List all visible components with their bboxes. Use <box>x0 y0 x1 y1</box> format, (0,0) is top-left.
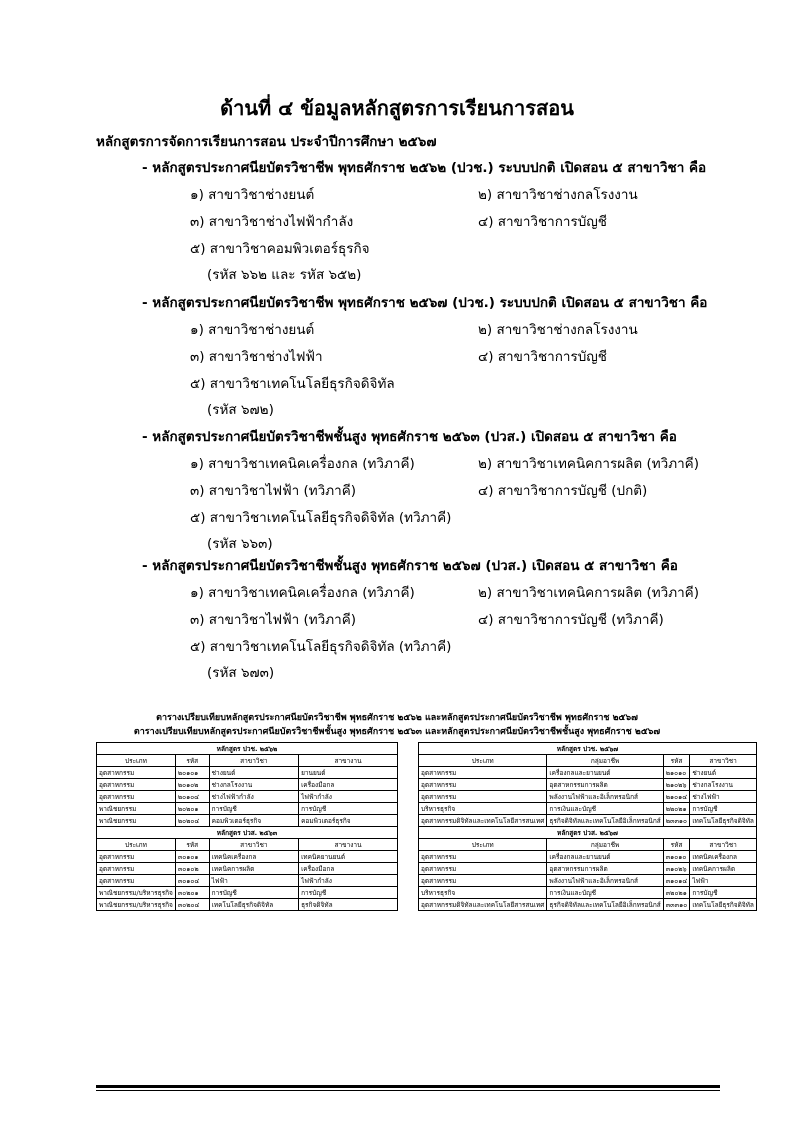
table-header-cell: ประเภท <box>97 839 176 851</box>
list-item: ๔) สาขาวิชาการบัญชี <box>478 349 607 365</box>
table-header-cell: สาขางาน <box>299 839 398 851</box>
table-group-row <box>97 827 398 839</box>
table-cell: ๒๒๐๒๑ <box>663 803 690 815</box>
table-cell: เทคนิคการผลิต <box>690 863 757 875</box>
list-item: ๕) สาขาวิชาเทคโนโลยีธุรกิจดิจิทัล <box>190 376 395 392</box>
table-row <box>419 803 757 815</box>
table-header-cell: สาขาวิชา <box>209 755 298 767</box>
table-cell: ๒๐๑๐๒ <box>175 779 209 791</box>
table-cell: ๒๑๐๑๔ <box>663 791 690 803</box>
table-header-cell: สาขาวิชา <box>209 839 298 851</box>
table-cell: ช่างกลโรงงาน <box>209 779 298 791</box>
table-row <box>419 851 757 863</box>
table-cell: อุตสาหกรรม <box>97 875 176 887</box>
table-row <box>97 779 398 791</box>
table-cell: เครื่องมือกล <box>299 779 398 791</box>
table-cell: เครื่องมือกล <box>299 863 398 875</box>
table-row <box>97 863 398 875</box>
table-cell: อุตสาหกรรม <box>97 851 176 863</box>
table-header-row <box>419 755 757 767</box>
table-row <box>97 767 398 779</box>
curriculum-heading: หลักสูตรการจัดการเรียนการสอน ประจำปีการศึกษา ๒๕๖๗ <box>96 134 437 150</box>
table-cell: ๒๑๐๒๖ <box>663 779 690 791</box>
table-cell: อุตสาหกรรม <box>419 875 547 887</box>
table-cell: บริหารธุรกิจ <box>419 887 547 899</box>
list-item: ๓) สาขาวิชาไฟฟ้า (ทวิภาคี) <box>190 612 357 628</box>
table-cell: ๓๒๐๒๑ <box>663 887 690 899</box>
table-cell: ไฟฟ้ากำลัง <box>299 875 398 887</box>
table-header-cell: รหัส <box>663 839 690 851</box>
table-cell: พลังงานไฟฟ้าและอิเล็กทรอนิกส์ <box>547 875 663 887</box>
table-header-cell: สาขาวิชา <box>690 839 757 851</box>
table-cell: ธุรกิจดิจิทัลและเทคโนโลยีอิเล็กทรอนิกส์ <box>547 899 663 911</box>
list-item: ๒) สาขาวิชาช่างกลโรงงาน <box>478 322 638 338</box>
table-cell: เทคนิคการผลิต <box>209 863 298 875</box>
new-curriculum-table <box>418 742 757 911</box>
list-item: ๔) สาขาวิชาการบัญชี (ปกติ) <box>478 483 648 499</box>
program-code: (รหัส ๖๖๒ และ รหัส ๖๕๒) <box>207 267 362 283</box>
list-item: ๒) สาขาวิชาเทคนิคการผลิต (ทวิภาคี) <box>478 456 699 472</box>
table-row <box>419 887 757 899</box>
table-header-cell: รหัส <box>175 839 209 851</box>
comparison-caption: ตารางเปรียบเทียบหลักสูตรประกาศนียบัตรวิชาชีพชั้นสูง พุทธศักราช ๒๕๖๓ และหลักสูตรประกาศนียบัตรวิชาชีพชั้นสูง พุทธศักราช ๒๕๖๗ <box>133 727 661 737</box>
list-item: ๓) สาขาวิชาช่างไฟฟ้ากำลัง <box>190 214 354 230</box>
page-title: ด้านที่ ๔ ข้อมูลหลักสูตรการเรียนการสอน <box>220 96 574 120</box>
table-cell: การเงินและบัญชี <box>547 887 663 899</box>
table-cell: ไฟฟ้า <box>209 875 298 887</box>
table-cell: เทคนิคยานยนต์ <box>299 851 398 863</box>
table-cell: การบัญชี <box>209 887 298 899</box>
table-cell: อุตสาหกรรม <box>419 767 547 779</box>
table-cell: อุตสาหกรรมการผลิต <box>547 863 663 875</box>
list-item: ๑) สาขาวิชาเทคนิคเครื่องกล (ทวิภาคี) <box>190 456 415 472</box>
table-cell: เทคนิคเครื่องกล <box>209 851 298 863</box>
table-cell: คอมพิวเตอร์ธุรกิจ <box>299 815 398 827</box>
table-row <box>419 899 757 911</box>
table-cell: อุตสาหกรรม <box>419 791 547 803</box>
comparison-caption: ตารางเปรียบเทียบหลักสูตรประกาศนียบัตรวิชาชีพ พุทธศักราช ๒๕๖๒ และหลักสูตรประกาศนียบัตรวิชาชีพ พุทธศักราช ๒๕๖๗ <box>156 713 638 723</box>
table-cell: ไฟฟ้า <box>690 875 757 887</box>
table-cell: บริหารธุรกิจ <box>419 803 547 815</box>
table-header-cell: กลุ่มอาชีพ <box>547 839 663 851</box>
table-cell: ๓๐๑๐๒ <box>175 863 209 875</box>
table-cell: อุตสาหกรรม <box>97 863 176 875</box>
table-group-row <box>419 827 757 839</box>
table-cell: เทคโนโลยีธุรกิจดิจิทัล <box>690 815 757 827</box>
table-cell: การบัญชี <box>690 803 757 815</box>
table-cell: ๒๐๒๐๑ <box>175 803 209 815</box>
table-cell: ธุรกิจดิจิทัลและเทคโนโลยีอิเล็กทรอนิกส์ <box>547 815 663 827</box>
list-item: ๕) สาขาวิชาเทคโนโลยีธุรกิจดิจิทัล (ทวิภาคี) <box>190 639 452 655</box>
table-cell: ๓๐๑๐๔ <box>175 875 209 887</box>
list-item: ๑) สาขาวิชาเทคนิคเครื่องกล (ทวิภาคี) <box>190 585 415 601</box>
table-cell: การบัญชี <box>209 803 298 815</box>
table-cell: อุตสาหกรรมการผลิต <box>547 779 663 791</box>
table-row <box>97 851 398 863</box>
table-cell: ๓๑๐๒๖ <box>663 863 690 875</box>
table-cell: พาณิชยกรรม <box>97 803 176 815</box>
table-row <box>419 815 757 827</box>
table-cell: ๓๓๓๑๐ <box>663 899 690 911</box>
table-group-title: หลักสูตร ปวส. ๒๕๖๗ <box>419 827 757 839</box>
table-cell: ๒๑๐๑๐ <box>663 767 690 779</box>
list-item: ๕) สาขาวิชาเทคโนโลยีธุรกิจดิจิทัล (ทวิภาคี) <box>190 510 452 526</box>
table-group-row <box>419 743 757 755</box>
table-row <box>97 803 398 815</box>
table-header-cell: กลุ่มอาชีพ <box>547 755 663 767</box>
table-cell: ธุรกิจดิจิทัล <box>299 899 398 911</box>
table-row <box>419 791 757 803</box>
table-cell: ไฟฟ้ากำลัง <box>299 791 398 803</box>
table-cell: ๓๐๒๐๑ <box>175 887 209 899</box>
table-header-cell: รหัส <box>663 755 690 767</box>
table-cell: อุตสาหกรรม <box>419 851 547 863</box>
old-curriculum-table <box>96 742 398 911</box>
table-cell: อุตสาหกรรม <box>97 767 176 779</box>
table-header-cell: รหัส <box>175 755 209 767</box>
table-cell: อุตสาหกรรม <box>97 791 176 803</box>
section-title: - หลักสูตรประกาศนียบัตรวิชาชีพ พุทธศักราช ๒๕๖๒ (ปวช.) ระบบปกติ เปิดสอน ๕ สาขาวิชา คือ <box>142 160 707 176</box>
table-cell: เทคโนโลยีธุรกิจดิจิทัล <box>209 899 298 911</box>
table-cell: ๓๑๐๑๔ <box>663 875 690 887</box>
table-group-title: หลักสูตร ปวช. ๒๕๖๗ <box>419 743 757 755</box>
table-cell: พาณิชยกรรม <box>97 815 176 827</box>
table-header-cell: ประเภท <box>419 839 547 851</box>
table-cell: ๓๑๐๑๐ <box>663 851 690 863</box>
table-row <box>419 767 757 779</box>
table-cell: ๓๐๒๐๔ <box>175 899 209 911</box>
section-title: - หลักสูตรประกาศนียบัตรวิชาชีพชั้นสูง พุทธศักราช ๒๕๖๓ (ปวส.) เปิดสอน ๕ สาขาวิชา คือ <box>142 429 677 445</box>
section-title: - หลักสูตรประกาศนียบัตรวิชาชีพชั้นสูง พุทธศักราช ๒๕๖๗ (ปวส.) เปิดสอน ๕ สาขาวิชา คือ <box>142 558 678 574</box>
table-group-row <box>97 743 398 755</box>
table-cell: ช่างกลโรงงาน <box>690 779 757 791</box>
table-cell: อุตสาหกรรมดิจิทัลและเทคโนโลยีสารสนเทศ <box>419 899 547 911</box>
list-item: ๑) สาขาวิชาช่างยนต์ <box>190 187 315 203</box>
table-cell: อุตสาหกรรมดิจิทัลและเทคโนโลยีสารสนเทศ <box>419 815 547 827</box>
table-cell: อุตสาหกรรม <box>97 779 176 791</box>
table-cell: พาณิชยกรรม/บริหารธุรกิจ <box>97 887 176 899</box>
table-header-row <box>419 839 757 851</box>
table-cell: ช่างยนต์ <box>209 767 298 779</box>
list-item: ๔) สาขาวิชาการบัญชี (ทวิภาคี) <box>478 612 664 628</box>
table-cell: เทคนิคเครื่องกล <box>690 851 757 863</box>
table-cell: คอมพิวเตอร์ธุรกิจ <box>209 815 298 827</box>
table-cell: การบัญชี <box>299 887 398 899</box>
table-row <box>97 887 398 899</box>
list-item: ๒) สาขาวิชาเทคนิคการผลิต (ทวิภาคี) <box>478 585 699 601</box>
table-header-row <box>97 839 398 851</box>
table-row <box>419 779 757 791</box>
footer-rule <box>96 1085 720 1091</box>
table-group-title: หลักสูตร ปวส. ๒๕๖๓ <box>97 827 398 839</box>
table-cell: เครื่องกลและยานยนต์ <box>547 851 663 863</box>
table-row <box>419 863 757 875</box>
table-cell: อุตสาหกรรม <box>419 863 547 875</box>
table-header-row <box>97 755 398 767</box>
table-header-cell: ประเภท <box>419 755 547 767</box>
table-cell: ช่างไฟฟ้า <box>690 791 757 803</box>
program-code: (รหัส ๖๖๓) <box>207 536 273 552</box>
list-item: ๔) สาขาวิชาการบัญชี <box>478 214 607 230</box>
table-cell: ยานยนต์ <box>299 767 398 779</box>
table-row <box>419 875 757 887</box>
table-cell: การบัญชี <box>690 887 757 899</box>
table-cell: ๒๐๒๐๔ <box>175 815 209 827</box>
table-cell: ๒๐๑๐๔ <box>175 791 209 803</box>
table-row <box>97 815 398 827</box>
program-code: (รหัส ๖๗๓) <box>207 665 275 681</box>
table-cell: ๓๐๑๐๑ <box>175 851 209 863</box>
table-row <box>97 899 398 911</box>
table-cell: การเงินและบัญชี <box>547 803 663 815</box>
table-cell: การบัญชี <box>299 803 398 815</box>
list-item: ๒) สาขาวิชาช่างกลโรงงาน <box>478 187 638 203</box>
table-cell: พาณิชยกรรม/บริหารธุรกิจ <box>97 899 176 911</box>
table-cell: พลังงานไฟฟ้าและอิเล็กทรอนิกส์ <box>547 791 663 803</box>
table-header-cell: ประเภท <box>97 755 176 767</box>
table-cell: เครื่องกลและยานยนต์ <box>547 767 663 779</box>
table-cell: ๒๓๓๑๐ <box>663 815 690 827</box>
list-item: ๕) สาขาวิชาคอมพิวเตอร์ธุรกิจ <box>190 241 370 257</box>
program-code: (รหัส ๖๗๒) <box>207 402 274 418</box>
table-group-title: หลักสูตร ปวช. ๒๕๖๒ <box>97 743 398 755</box>
table-header-cell: สาขางาน <box>299 755 398 767</box>
table-cell: ๒๐๑๐๑ <box>175 767 209 779</box>
table-row <box>97 791 398 803</box>
table-cell: ช่างยนต์ <box>690 767 757 779</box>
list-item: ๑) สาขาวิชาช่างยนต์ <box>190 322 315 338</box>
list-item: ๓) สาขาวิชาไฟฟ้า (ทวิภาคี) <box>190 483 357 499</box>
table-row <box>97 875 398 887</box>
table-header-cell: สาขาวิชา <box>690 755 757 767</box>
section-title: - หลักสูตรประกาศนียบัตรวิชาชีพ พุทธศักราช ๒๕๖๗ (ปวช.) ระบบปกติ เปิดสอน ๕ สาขาวิชา คือ <box>142 295 708 311</box>
table-cell: เทคโนโลยีธุรกิจดิจิทัล <box>690 899 757 911</box>
table-cell: ช่างไฟฟ้ากำลัง <box>209 791 298 803</box>
list-item: ๓) สาขาวิชาช่างไฟฟ้า <box>190 349 323 365</box>
table-cell: อุตสาหกรรม <box>419 779 547 791</box>
